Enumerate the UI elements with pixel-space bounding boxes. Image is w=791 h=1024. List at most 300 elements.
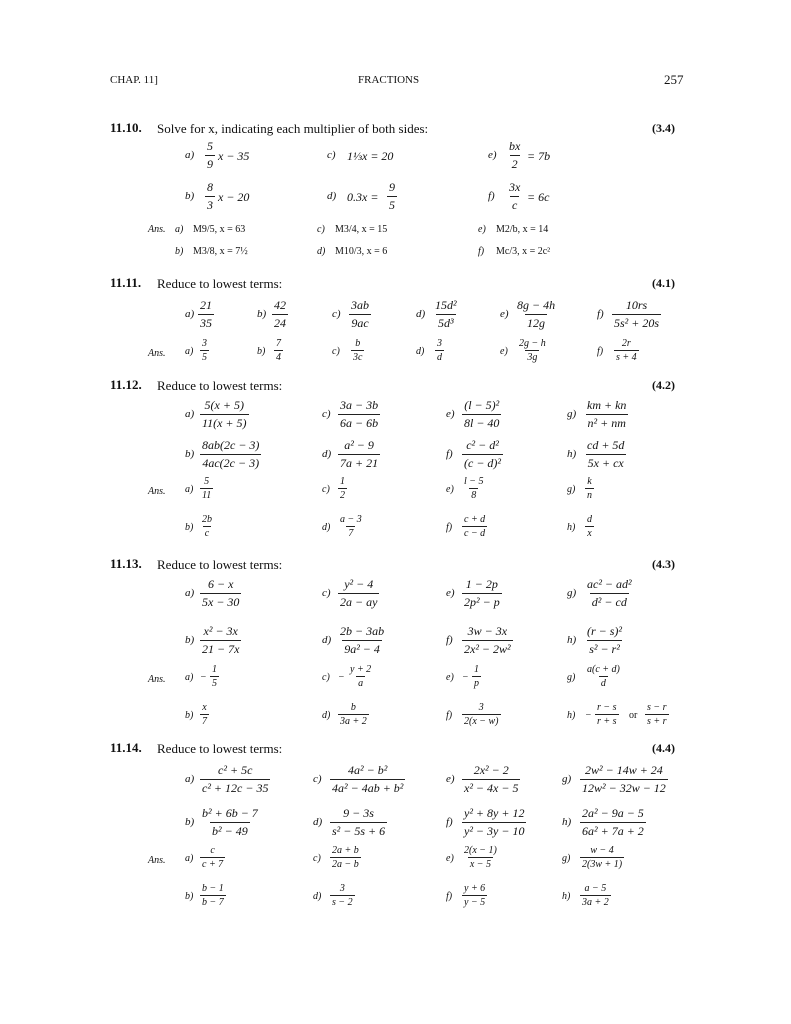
numerator: 2w² − 14w + 24	[585, 763, 663, 777]
denominator: y² − 3y − 10	[464, 824, 525, 838]
denominator: c	[204, 528, 210, 539]
denominator: y − 5	[464, 897, 486, 908]
problem-label: d)	[416, 308, 426, 320]
numerator: 1	[340, 476, 345, 487]
numerator: 2a² − 9a − 5	[582, 806, 644, 820]
numerator: y + 6	[464, 883, 486, 894]
denominator: a	[358, 678, 364, 689]
numerator: 15d²	[435, 298, 457, 312]
problem-label: c)	[313, 773, 322, 785]
denominator: s² − r²	[589, 642, 620, 656]
section-ref: (3.4)	[652, 121, 675, 135]
answer-label: g)	[562, 853, 571, 864]
answer-label: g)	[567, 484, 576, 495]
denominator: d	[600, 678, 606, 689]
denominator: 2	[511, 157, 518, 171]
answer-label: a)	[185, 484, 194, 495]
numerator: d	[587, 514, 592, 525]
answer-label: f)	[446, 710, 453, 721]
denominator: d	[437, 352, 442, 363]
problem-fraction	[433, 298, 459, 331]
denominator: 2x² − 2w²	[464, 642, 511, 656]
denominator: 2a − ay	[340, 595, 378, 609]
denominator: x	[587, 528, 592, 539]
denominator: 7	[348, 528, 354, 539]
numerator: 9	[389, 180, 395, 194]
section-number: 11.10.	[110, 120, 142, 135]
answer-fraction	[585, 664, 622, 689]
numerator: 1	[474, 664, 479, 675]
answer-label: e)	[446, 484, 454, 495]
numerator: a² − 9	[344, 438, 374, 452]
denominator: 5d³	[438, 316, 454, 330]
denominator: x − 5	[469, 859, 492, 870]
problem-fraction	[205, 139, 215, 172]
answer-label: a)	[185, 346, 194, 357]
denominator: 5x − 30	[202, 595, 240, 609]
problem-fraction	[580, 763, 668, 796]
denominator: 5s² + 20s	[614, 316, 660, 330]
denominator: 3a + 2	[340, 716, 367, 727]
problem-label: b)	[185, 448, 195, 460]
problem-label: f)	[446, 448, 453, 460]
numerator: (r − s)²	[587, 624, 623, 638]
problem-label: a)	[185, 149, 195, 161]
answer-fraction	[462, 702, 501, 727]
problem-fraction	[349, 298, 371, 331]
answer-label: d)	[322, 522, 331, 533]
denominator: 6a − 6b	[340, 416, 379, 430]
problem-label: e)	[500, 308, 509, 320]
section-heading: Reduce to lowest terms:	[157, 557, 283, 572]
numerator: k	[587, 476, 592, 487]
problem-label: d)	[313, 816, 323, 828]
answer-fraction	[472, 664, 481, 689]
numerator: c² + 5c	[218, 763, 253, 777]
denominator: 11(x + 5)	[202, 416, 247, 430]
answer-label: h)	[567, 522, 576, 533]
numerator: 7	[276, 338, 281, 349]
page-number: 257	[664, 72, 684, 87]
problem-suffix: = 7b	[527, 149, 551, 163]
answers-label: Ans.	[148, 486, 166, 497]
denominator: 24	[274, 316, 286, 330]
chapter-label: CHAP. 11]	[110, 74, 158, 86]
problem-label: h)	[567, 634, 577, 646]
numerator: 1	[212, 664, 217, 675]
answer-fraction	[338, 702, 369, 727]
problem-label: f)	[488, 190, 495, 202]
answer-fraction	[200, 845, 225, 870]
problem-label: a)	[185, 408, 195, 420]
answer-label: c)	[322, 672, 330, 683]
denominator: 5	[389, 198, 395, 212]
numerator: 2r	[621, 338, 631, 349]
problem-suffix: x − 20	[218, 190, 250, 204]
denominator: 7	[202, 716, 207, 727]
denominator: b² − 49	[212, 824, 248, 838]
section-ref: (4.2)	[652, 378, 675, 392]
answer-label: b)	[185, 710, 194, 721]
answer-label: e)	[478, 224, 486, 235]
numerator: a − 3	[340, 514, 362, 525]
problem-fraction	[585, 624, 624, 657]
section-ref: (4.3)	[652, 557, 675, 571]
answers-label: Ans.	[148, 348, 166, 359]
problem-label: g)	[567, 408, 577, 420]
denominator: s + r	[647, 716, 667, 727]
problem-fraction	[330, 806, 387, 839]
problem-expression: 1⅓x = 20	[347, 149, 394, 163]
numerator: a(c + d)	[587, 664, 620, 675]
numerator: 8ab(2c − 3)	[202, 438, 260, 452]
problem-fraction	[462, 438, 503, 471]
answer-label: e)	[500, 346, 508, 357]
answer-fraction	[645, 702, 669, 727]
problem-label: h)	[567, 448, 577, 460]
problem-suffix: = 6c	[527, 190, 550, 204]
numerator: 8g − 4h	[517, 298, 556, 312]
numerator: 4a² − b²	[348, 763, 388, 777]
answers-label: Ans.	[148, 674, 166, 685]
numerator: 2a + b	[332, 845, 359, 856]
numerator: x² − 3x	[203, 624, 238, 638]
answer-label: f)	[446, 891, 453, 902]
problem-fraction	[387, 180, 397, 213]
denominator: 6a² + 7a + 2	[582, 824, 644, 838]
problem-label: a)	[185, 587, 195, 599]
answer-fraction	[330, 845, 361, 870]
section-number: 11.13.	[110, 556, 142, 571]
denominator: 5	[202, 352, 207, 363]
section-number: 11.14.	[110, 740, 142, 755]
problem-label: c)	[322, 408, 331, 420]
problem-label: a)	[185, 773, 195, 785]
section-ref: (4.1)	[652, 276, 675, 290]
section-heading: Reduce to lowest terms:	[157, 741, 283, 756]
answer-label: d)	[322, 710, 331, 721]
answer-fraction	[462, 514, 487, 539]
answers-label: Ans.	[148, 224, 166, 235]
numerator: 2(x − 1)	[464, 845, 497, 856]
denominator: c + 7	[202, 859, 224, 870]
problem-fraction	[330, 763, 405, 796]
answer-label: b)	[185, 891, 194, 902]
answer-fraction	[330, 883, 355, 908]
problem-label: f)	[446, 634, 453, 646]
problem-suffix: x − 35	[218, 149, 250, 163]
problem-fraction	[200, 398, 249, 431]
denominator: 9	[207, 157, 213, 171]
numerator: 6 − x	[208, 577, 234, 591]
problem-fraction	[338, 577, 379, 610]
answer-label: e)	[446, 853, 454, 864]
denominator: c − d	[464, 528, 486, 539]
numerator: 1 − 2p	[465, 577, 498, 591]
denominator: 12w² − 32w − 12	[582, 781, 666, 795]
answers-label: Ans.	[148, 855, 166, 866]
denominator: 11	[202, 490, 212, 501]
problem-fraction	[462, 577, 502, 610]
answer-prefix: −	[200, 672, 207, 683]
answer-fraction	[210, 664, 219, 689]
denominator: 21 − 7x	[202, 642, 240, 656]
numerator: 3	[339, 883, 345, 894]
numerator: c² − d²	[466, 438, 499, 452]
numerator: 2x² − 2	[473, 763, 509, 777]
answer-fraction	[348, 664, 373, 689]
numerator: 3x	[509, 180, 521, 194]
problem-fraction	[200, 624, 241, 657]
problem-label: h)	[562, 816, 572, 828]
section-heading: Reduce to lowest terms:	[157, 378, 283, 393]
answer-label: h)	[567, 710, 576, 721]
numerator: ac² − ad²	[587, 577, 632, 591]
denominator: 2(3w + 1)	[582, 859, 623, 870]
problem-fraction	[200, 438, 261, 471]
problem-fraction	[585, 398, 628, 431]
denominator: 3c	[353, 352, 363, 363]
denominator: 9a² − 4	[344, 642, 380, 656]
numerator: 42	[274, 298, 286, 312]
numerator: b − 1	[202, 883, 224, 894]
problem-label: c)	[327, 149, 336, 161]
answer-fraction	[351, 338, 364, 363]
answer-fraction	[338, 476, 347, 501]
answer-fraction	[462, 883, 487, 908]
numerator: 2b	[202, 514, 212, 525]
denominator: 4a² − 4ab + b²	[332, 781, 404, 795]
problem-label: e)	[446, 587, 455, 599]
answer-label: a)	[185, 853, 194, 864]
answer-label: d)	[313, 891, 322, 902]
answer-fraction	[580, 883, 611, 908]
problem-label: b)	[185, 190, 195, 202]
denominator: n	[587, 490, 592, 501]
denominator: 12g	[527, 316, 546, 330]
numerator: y² − 4	[344, 577, 374, 591]
problem-fraction	[200, 577, 241, 610]
denominator: 2p² − p	[464, 595, 500, 609]
answer-fraction	[585, 514, 594, 539]
denominator: 2	[340, 490, 345, 501]
numerator: 8	[207, 180, 213, 194]
answer-fraction	[614, 338, 639, 363]
section-ref: (4.4)	[652, 741, 675, 755]
numerator: 3	[478, 702, 484, 713]
answer-fraction	[200, 702, 209, 727]
denominator: s² − 5s + 6	[332, 824, 386, 838]
answer-prefix: −	[585, 710, 592, 721]
denominator: b − 7	[202, 897, 224, 908]
numerator: l − 5	[464, 476, 484, 487]
answer-label: b)	[257, 346, 266, 357]
answer-or: or	[629, 710, 638, 721]
section-heading: Reduce to lowest terms:	[157, 276, 283, 291]
problem-fraction	[515, 298, 557, 331]
answer-fraction	[462, 845, 499, 870]
problem-label: a)	[185, 308, 195, 320]
answer-fraction	[580, 845, 624, 870]
numerator: 9 − 3s	[343, 806, 374, 820]
answer-label: d)	[416, 346, 425, 357]
numerator: 3	[202, 338, 207, 349]
denominator: 4	[276, 352, 281, 363]
denominator: 3g	[527, 352, 538, 363]
denominator: 4ac(2c − 3)	[202, 456, 260, 470]
section-number: 11.11.	[110, 275, 142, 290]
problem-prefix: 0.3x =	[347, 190, 379, 204]
answer-fraction	[435, 338, 444, 363]
problem-label: g)	[567, 587, 577, 599]
answer-label: b)	[185, 522, 194, 533]
answer-label: c)	[322, 484, 330, 495]
denominator: 3a + 2	[582, 897, 609, 908]
answer-fraction	[200, 476, 213, 501]
answer-expression: M2/b, x = 14	[496, 224, 549, 235]
numerator: 21	[200, 298, 212, 312]
problem-fraction	[198, 298, 214, 331]
problem-fraction	[462, 624, 513, 657]
numerator: 3	[437, 338, 442, 349]
answer-label: e)	[446, 672, 454, 683]
problem-label: g)	[562, 773, 572, 785]
denominator: d² − cd	[591, 595, 627, 609]
problem-label: d)	[322, 634, 332, 646]
problem-label: c)	[332, 308, 341, 320]
answer-fraction	[585, 476, 594, 501]
problem-label: b)	[257, 308, 267, 320]
numerator: (l − 5)²	[464, 398, 500, 412]
answer-label: c)	[317, 224, 325, 235]
problem-fraction	[507, 139, 522, 172]
denominator: r + s	[597, 716, 617, 727]
numerator: y + 2	[350, 664, 372, 675]
denominator: 3	[207, 198, 213, 212]
answer-label: c)	[313, 853, 321, 864]
answer-label: f)	[478, 246, 485, 257]
denominator: s − 2	[332, 897, 353, 908]
problem-fraction	[338, 624, 386, 657]
answer-label: a)	[175, 224, 184, 235]
problem-label: b)	[185, 816, 195, 828]
problem-label: e)	[446, 773, 455, 785]
numerator: c + d	[464, 514, 486, 525]
numerator: 5(x + 5)	[204, 398, 244, 412]
numerator: cd + 5d	[587, 438, 625, 452]
problem-fraction	[585, 438, 626, 471]
denominator: x² − 4x − 5	[464, 781, 519, 795]
answer-fraction	[462, 476, 486, 501]
problem-fraction	[585, 577, 634, 610]
answer-fraction	[200, 883, 226, 908]
denominator: 9ac	[351, 316, 369, 330]
answer-label: d)	[317, 246, 326, 257]
answer-expression: Mc/3, x = 2c²	[496, 246, 551, 257]
problem-fraction	[205, 180, 215, 213]
numerator: s − r	[647, 702, 667, 713]
problem-label: e)	[488, 149, 497, 161]
numerator: y² + 8y + 12	[464, 806, 525, 820]
denominator: 2a − b	[332, 859, 359, 870]
section-heading: Solve for x, indicating each multiplier of both sides:	[157, 121, 429, 136]
denominator: (c − d)²	[464, 456, 502, 470]
problem-fraction	[462, 763, 520, 796]
problem-label: c)	[322, 587, 331, 599]
numerator: b	[350, 702, 356, 713]
denominator: 35	[200, 316, 212, 330]
denominator: 7a + 21	[340, 456, 379, 470]
denominator: 5x + cx	[587, 456, 624, 470]
denominator: c² + 12c − 35	[202, 781, 269, 795]
numerator: km + kn	[587, 398, 627, 412]
answer-expression: M9/5, x = 63	[193, 224, 246, 235]
answer-fraction	[200, 338, 209, 363]
numerator: 2b − 3ab	[340, 624, 385, 638]
numerator: 3a − 3b	[340, 398, 379, 412]
denominator: c	[512, 198, 518, 212]
numerator: 2g − h	[519, 338, 546, 349]
answer-label: c)	[332, 346, 340, 357]
problem-fraction	[612, 298, 661, 331]
problem-label: d)	[322, 448, 332, 460]
numerator: 3w − 3x	[467, 624, 508, 638]
denominator: 8l − 40	[464, 416, 500, 430]
problem-fraction	[272, 298, 288, 331]
problem-label: b)	[185, 634, 195, 646]
problem-label: e)	[446, 408, 455, 420]
numerator: 5	[207, 139, 213, 153]
answer-prefix: −	[462, 672, 469, 683]
denominator: 2(x − w)	[464, 716, 499, 727]
answer-fraction	[517, 338, 548, 363]
numerator: b	[355, 338, 361, 349]
running-title: FRACTIONS	[358, 74, 420, 86]
denominator: 8	[471, 490, 477, 501]
answer-fraction	[338, 514, 364, 539]
answer-expression: M3/8, x = 7½	[193, 246, 248, 257]
numerator: b² + 6b − 7	[202, 806, 258, 820]
numerator: bx	[509, 139, 521, 153]
problem-label: f)	[446, 816, 453, 828]
answer-label: f)	[597, 346, 604, 357]
problem-fraction	[462, 806, 526, 839]
denominator: n² + nm	[587, 416, 626, 430]
numerator: w − 4	[590, 845, 614, 856]
problem-fraction	[462, 398, 501, 431]
problem-fraction	[580, 806, 646, 839]
answer-expression: M3/4, x = 15	[335, 224, 388, 235]
problem-label: f)	[597, 308, 604, 320]
answer-label: h)	[562, 891, 571, 902]
answer-prefix: −	[338, 672, 345, 683]
answer-fraction	[200, 514, 214, 539]
answer-label: b)	[175, 246, 184, 257]
problem-fraction	[507, 180, 522, 213]
numerator: x	[202, 702, 207, 713]
problem-fraction	[338, 438, 380, 471]
problem-fraction	[338, 398, 380, 431]
answer-label: f)	[446, 522, 453, 533]
numerator: 10rs	[625, 298, 648, 312]
answer-fraction	[595, 702, 619, 727]
answer-fraction	[274, 338, 283, 363]
denominator: 5	[212, 678, 217, 689]
numerator: r − s	[597, 702, 617, 713]
denominator: p	[474, 678, 479, 689]
problem-label: d)	[327, 190, 337, 202]
numerator: 5	[204, 476, 210, 487]
